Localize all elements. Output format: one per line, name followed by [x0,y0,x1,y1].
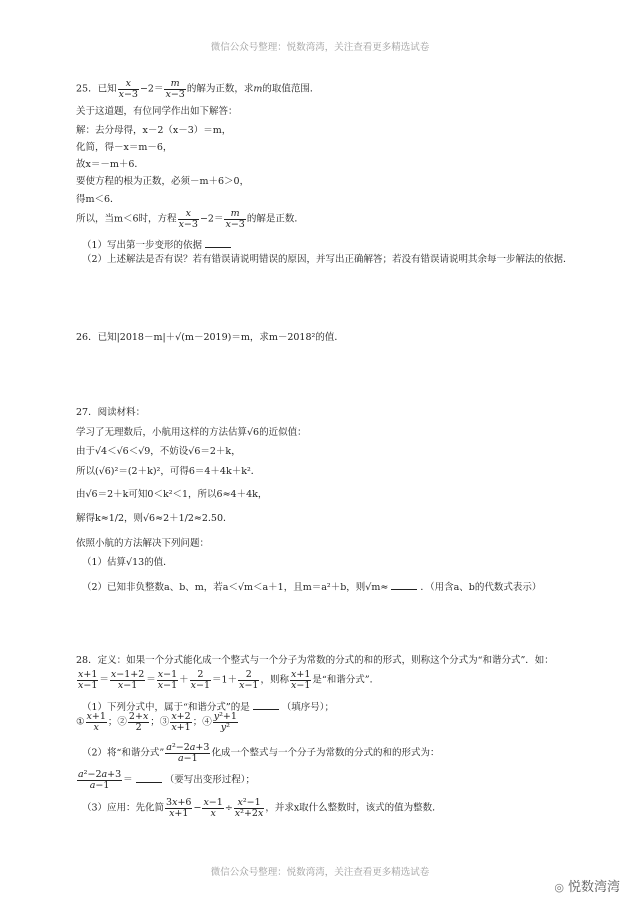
q28-example-a: 则称 [269,674,289,686]
q25-intro-c: 的取值范围． [262,83,320,95]
answer-blank[interactable] [391,580,417,590]
q27-line-6: 依照小航的方法解决下列问题： [76,538,210,549]
q25-line-7: 所以，当m＜6时，方程 $\frac{x}{x-3}$ −2＝ $\frac{m}{x-3}$ 的解是正数． [76,208,304,230]
q28-options: ① $\frac{x+1}{x}$ ；② $\frac{2+x}{2}$ ；③ $\frac{x+2}{x+1}$ ；④ $\frac{\text{y²+1}}{\text{y²}}$ [76,711,237,733]
q28-sub-2b: 化成一个整式与一个分子为常数的分式的和的形式为： [211,747,440,759]
answer-blank[interactable] [253,700,279,710]
q28-line-1: 28．定义：如果一个分式能化成一个整式与一个分子为常数的分式的和的形式，则称这个分式为“和谐分式”．如： [76,655,554,666]
q25-line-5: 要使方程的根为正数，必须－m＋6＞0， [76,176,250,187]
q27-line-4: 由√6＝2＋k可知0＜k²＜1，所以6≈4＋4k， [76,489,268,500]
q25-sub-2: （2）上述解法是否有误？若有错误请说明错误的原因，并写出正确解答；若没有错误请说明其余每一步解法的依据． [82,254,573,265]
q27-sub-2b: ．（用含a、b的代数式表示） [420,582,542,593]
q28-sub-3b: ，并求x取什么整数时，该式的值为整数． [265,802,442,814]
q28-sub-1b: （填序号）； [281,702,335,713]
answer-blank[interactable] [205,238,231,248]
q28-example-b: 是“和谐分式”． [312,674,380,686]
q26-text: 26．已知|2018－m|＋√(m－2019)＝m，求m－2018²的值． [76,332,344,343]
q25-intro-b: 的解为正数，求 [186,83,254,95]
q27-line-5: 解得k≈1/2，则√6≈2＋1/2≈2.50． [76,513,233,524]
q27-line-2: 由于√4＜√6＜√9，不妨设√6＝2＋k， [76,446,241,457]
q25-line-1: 关于这道题，有位同学作出如下解答： [76,106,238,117]
q27-title: 27．阅读材料： [76,407,146,418]
q28-sub-2a: （2）将“和谐分式” [82,747,165,759]
watermark-bottom: 微信公众号整理：悦数湾湾，关注查看更多精选试卷 [210,867,430,878]
q25-intro-a: 25．已知 [76,83,117,95]
q27-sub-2 [82,580,541,594]
q28-sub-3: （3）应用：先化简 $\frac{3x+6}{x+1}$ − $\frac{x-1}{x}$ ÷ $\frac{\text{x²−1}}{\text{x²+2x}}$ ，并求x取什么整数时，该式的值为整数． [82,797,442,819]
q28-sub-3a: （3）应用：先化简 [82,802,165,814]
q28-sub-2c: （要写出变形过程）； [164,774,255,786]
q28-sub-2-answer: $\frac{\text{a²−2a+3}}{a-1}$ ＝ （要写出变形过程）； [78,769,255,791]
wechat-icon: ◎ [554,881,564,894]
q27-line-3: 所以(√6)²＝(2＋k)²，可得6＝4＋4k＋k²． [76,466,261,477]
q25-line-7b: 的解是正数． [246,213,304,225]
watermark-top: 微信公众号整理：悦数湾湾，关注查看更多精选试卷 [210,42,430,53]
q27-sub-2a: （2）已知非负整数a、b、m，若a＜√m＜a＋1，且m＝a²＋b，则√m≈ [82,582,389,593]
q28-example: $\frac{x+1}{x-1}$ ＝ $\frac{x-1+2}{x-1}$ ＝ $\frac{x-1}{x-1}$ ＋ $\frac{2}{x-1}$ ＝1＋ $\frac{2}{x-1}$ ，则称 $\frac{x+1}{x-1}$ 是“和谐分式”． [78,669,380,691]
q25-line-3: 化简，得－x＝m－6， [76,142,173,153]
q25-line-6: 得m＜6． [76,194,120,205]
brand-logo [554,881,620,896]
q28-sub-2: （2）将“和谐分式” $\frac{\text{a²−2a+3}}{a-1}$ 化成一个整式与一个分子为常数的分式的和的形式为： [82,742,440,764]
q27-line-1: 学习了无理数后，小航用这样的方法估算√6的近似值： [76,427,307,438]
q25-sub-1-text: （1）写出第一步变形的依据 [82,240,203,251]
q25-line-4: 故x＝－m＋6． [76,159,144,170]
q28-sub-1a: （1）下列分式中，属于“和谐分式”的是 [82,702,250,713]
logo-text: 悦数湾湾 [567,880,620,895]
q25-sub-1 [82,238,234,252]
q27-sub-1: （1）估算√13的值． [82,557,173,568]
answer-blank[interactable] [136,773,162,783]
q25-line-2: 解：去分母得，x－2（x－3）＝m， [76,125,232,136]
q25-intro: 25．已知 $\frac{x}{x-3}$ −2＝ $\frac{m}{x-3}$ 的解为正数，求m的取值范围． [76,78,320,100]
q25-line-7a: 所以，当m＜6时，方程 [76,213,177,225]
